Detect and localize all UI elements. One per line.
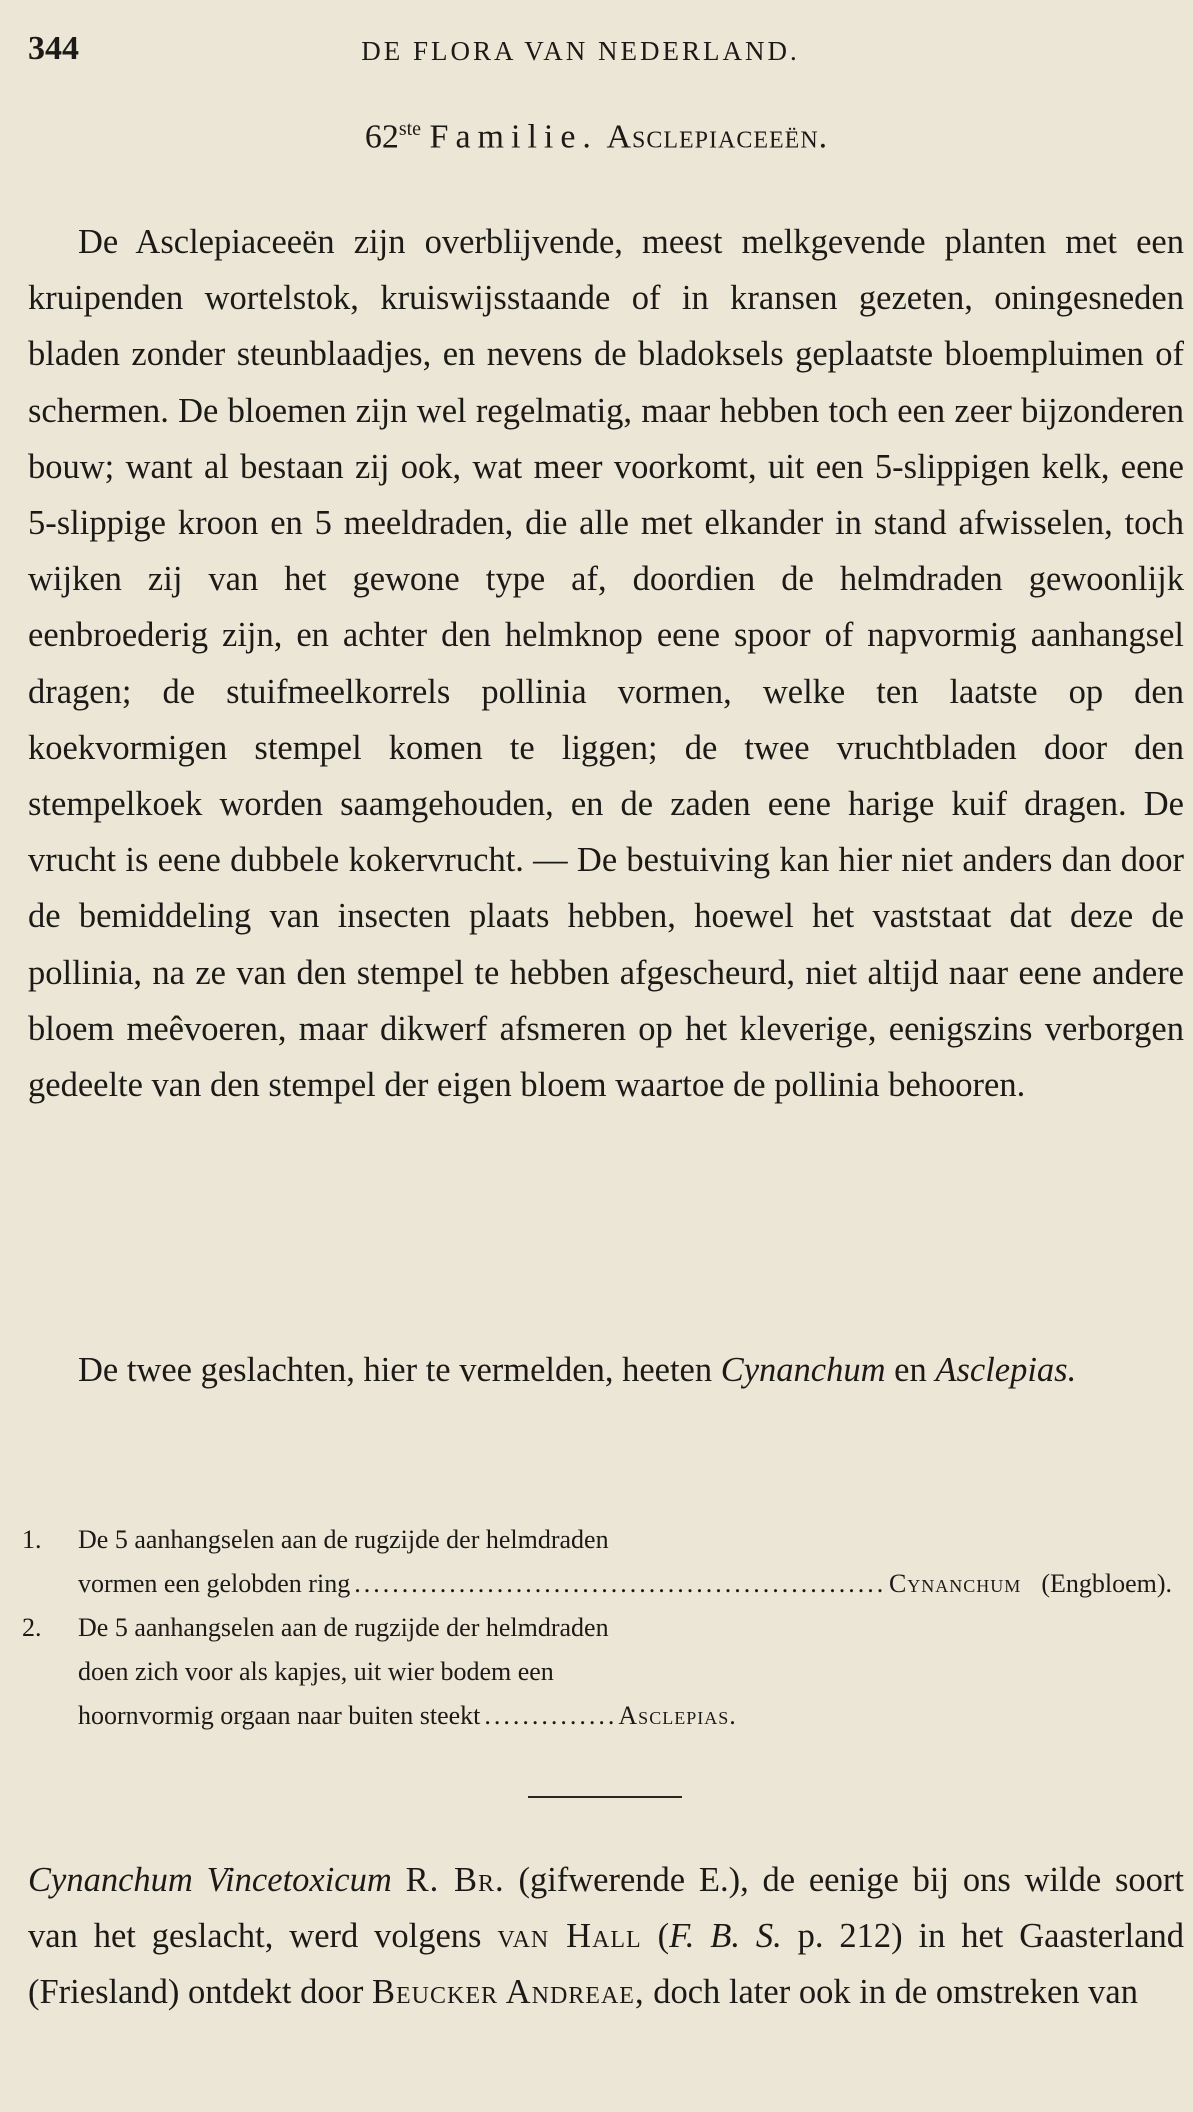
page-header bbox=[28, 30, 1133, 80]
family-ordinal-suffix: ste bbox=[398, 118, 422, 140]
section-divider bbox=[528, 1796, 682, 1798]
key-result: Cynanchum bbox=[888, 1569, 1022, 1598]
key-result-note: (Engbloem). bbox=[1041, 1569, 1172, 1598]
leader-dots bbox=[354, 1562, 885, 1606]
key-result: Asclepias. bbox=[618, 1701, 737, 1730]
identification-key bbox=[22, 1518, 1172, 1738]
key-text-line: De 5 aanhangselen aan de rugzijde der helmdraden bbox=[78, 1525, 609, 1554]
genera-paragraph bbox=[28, 1342, 1184, 1398]
person-beucker-andreae: Beucker Andreae, bbox=[371, 1973, 645, 2012]
family-word: Familie. bbox=[429, 118, 598, 156]
person-van-hall: van Hall bbox=[497, 1917, 642, 1956]
family-ordinal: 62 bbox=[364, 118, 399, 156]
reference-abbrev: F. B. S. bbox=[669, 1917, 782, 1956]
key-number: 1. bbox=[22, 1525, 42, 1554]
key-number: 2. bbox=[22, 1613, 42, 1642]
species-author: R. Br. bbox=[405, 1861, 505, 1899]
key-text-line: doen zich voor als kapjes, uit wier bodem een bbox=[78, 1657, 554, 1686]
species-text-c: doch later ook in de omstreken van bbox=[653, 1973, 1138, 2012]
genera-text-mid: en bbox=[894, 1351, 927, 1389]
key-text-line: vormen een gelobden ring bbox=[78, 1569, 351, 1598]
key-text-line: hoornvormig orgaan naar buiten steekt bbox=[78, 1701, 481, 1730]
intro-paragraph bbox=[28, 214, 1184, 1113]
species-text-a: (gifwerende E.), de eenige bij ons wilde soort van het geslacht, werd volgens bbox=[28, 1861, 1185, 1956]
key-entry-1 bbox=[22, 1518, 1172, 1606]
key-entry-2 bbox=[22, 1606, 1172, 1738]
intro-text: De Asclepiaceeën zijn overblijvende, meest melkgevende planten met een kruipenden wortelstok, kruiswijsstaande of in kransen gezeten, oningesneden bladen zonder steunblaadjes, en nevens de bladoksels geplaatste bloempluimen of schermen. De bloemen zijn wel regelmatig, maar hebben toch een zeer bijzonderen bouw; want al bestaan zij ook, wat meer voorkomt, uit een 5-slippigen kelk, eene 5-slippige kroon en 5 meeldraden, die alle met elkander in stand afwisselen, toch wijken zij van het gewone type af, doordien de helmdraden gewoonlijk eenbroederig zijn, en achter den helmknop eene spoor of napvormig aanhangsel dragen; de stuifmeelkorrels pollinia vormen, welke ten laatste op den koekvormigen stempel komen te liggen; de twee vruchtbladen door den stempelkoek worden saamgehouden, en de zaden eene harige kuif dragen. De vrucht is eene dubbele kokervrucht. — De bestuiving kan hier niet anders dan door de bemiddeling van insecten plaats hebben, hoewel het vaststaat dat deze de pollinia, na ze van den stempel te hebben afgescheurd, niet altijd naar eene andere bloem meêvoeren, maar dikwerf afsmeren op het kleverige, eenigszins verborgen gedeelte van den stempel der eigen bloem waartoe de pollinia behooren. bbox=[28, 223, 1184, 1105]
family-name: Asclepiaceeën. bbox=[606, 118, 829, 156]
species-name: Cynanchum Vincetoxicum bbox=[28, 1861, 392, 1899]
genus-cynanchum: Cynanchum bbox=[720, 1351, 886, 1389]
genera-text-pre: De twee geslachten, hier te vermelden, heeten bbox=[78, 1351, 713, 1389]
species-text-b: p. 212) in het Gaasterland (Friesland) ontdekt door bbox=[28, 1917, 1185, 2012]
key-text-line: De 5 aanhangselen aan de rugzijde der helmdraden bbox=[78, 1613, 609, 1642]
genus-asclepias: Asclepias. bbox=[935, 1351, 1077, 1389]
page-number: 344 bbox=[28, 30, 79, 67]
running-head: DE FLORA VAN NEDERLAND. bbox=[361, 36, 800, 66]
family-heading bbox=[0, 118, 1193, 156]
leader-dots bbox=[484, 1694, 614, 1738]
species-paragraph bbox=[28, 1852, 1184, 2021]
ref-open: ( bbox=[657, 1917, 670, 1956]
